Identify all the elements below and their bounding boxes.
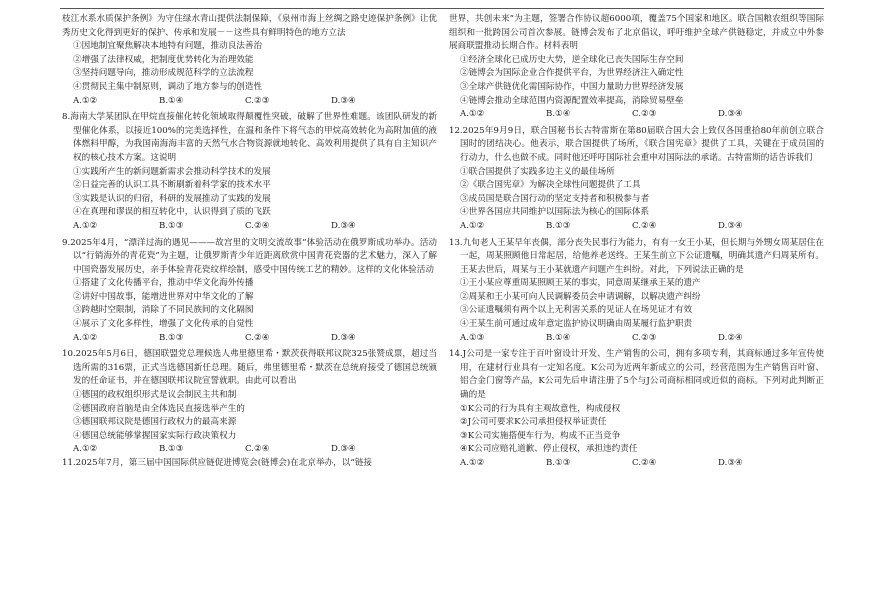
answer-choice: B.①③ bbox=[159, 332, 184, 343]
answer-choice: A.①② bbox=[73, 332, 98, 343]
answer-choices bbox=[449, 457, 824, 471]
question-option: ④世界各国应共同维护以国际法为核心的国际体系 bbox=[460, 207, 650, 218]
question-option: ③实践是认识的归宿，科研的发展推动了实践的发展 bbox=[73, 193, 271, 204]
answer-choice: A.①② bbox=[460, 109, 485, 120]
question-option: ①搭建了文化传播平台，推动中华文化海外传播 bbox=[73, 278, 254, 289]
question-option: ①联合国提供了实践多边主义的最佳场所 bbox=[460, 166, 615, 177]
question-option: ③跨越时空限制，消除了不同民族间的文化隔阂 bbox=[73, 305, 254, 316]
header-rule bbox=[60, 8, 824, 9]
answer-choices bbox=[62, 443, 437, 457]
answer-choices bbox=[449, 220, 824, 234]
question-option: ②讲好中国故事，能增进世界对中华文化的了解 bbox=[73, 291, 254, 302]
question-stem: 12.2025年9月9日，联合国秘书长古特雷斯在第80届联合国大会上致仅各国重拾80年前创立联合国时的团结决心。他表示，联合国提供了场所，《联合国宪章》提供了工具，关键在于成员国的行动力，什么也做不成。同时他还呼吁国际社会重申对国际法的承诺。古特雷斯的话告诉我们 bbox=[449, 125, 824, 163]
question-option: ②《联合国宪章》为解决全球性问题提供了工具 bbox=[460, 180, 641, 191]
answer-choice: C.②③ bbox=[245, 95, 270, 106]
question-stem: 8.海南大学某团队在甲烷直接催化转化领域取得颠覆性突破，破解了世界性难题。该团队研发的新型催化体系，以接近100%的完美选择性，在温和条件下将气态的甲烷高效转化为高附加值的液体燃料甲醇，为我国南海海丰富的天然气水合物资源就地转化、高效利用提供了具有自主知识产权的核心技术方案。这说明 bbox=[62, 112, 437, 163]
question-option: ④K公司应赔礼道歉、停止侵权，承担违约责任 bbox=[460, 444, 638, 455]
question-option: ③成员国是联合国行动的坚定支持者和积极参与者 bbox=[460, 193, 650, 204]
answer-choice: D.③④ bbox=[331, 95, 356, 106]
answer-choice: C.②④ bbox=[245, 332, 270, 343]
question-stem: 13.九旬老人王某早年丧偶，部分丧失民事行为能力，有有一女王小某，但长期与外甥女周某居住在一起，周某照顾他日常起居，给他养老送终。王某生前立下公证遗嘱，明确其遗产归周某所有。王某去世后，周某与王小某就遗产问题产生纠纷。对此，下列说法正确的是 bbox=[449, 237, 824, 275]
answer-choice: D.③④ bbox=[331, 332, 356, 343]
answer-choices bbox=[449, 332, 824, 346]
question-option: ②周某和王小某可向人民调解委员会申请调解，以解决遗产纠纷 bbox=[460, 291, 701, 302]
question-option: ④德国总统能够掌握国家实际行政决策权力 bbox=[73, 430, 237, 441]
answer-choice: B.①③ bbox=[546, 220, 571, 231]
answer-choice: A.①② bbox=[73, 444, 98, 455]
question-option: ①K公司的行为具有主观故意性，构成侵权 bbox=[460, 403, 621, 414]
question-option: ②日益完善的认识工具不断刷新着科学家的技术水平 bbox=[73, 180, 271, 191]
answer-choice: C.②④ bbox=[245, 444, 270, 455]
question-option: ④在真理和谬误的相互转化中，认识得到了质的飞跃 bbox=[73, 207, 271, 218]
question-stem: 9.2025年4月，“漂洋过海的遇见———故宫里的文明交流故事”体验活动在俄罗斯成功举办。活动以“行销海外的青花瓷”为主题，让俄罗斯青少年近距离欣赏中国青花瓷器的艺术魅力，深入了解中国瓷器发展历史，亲手体验青花瓷纹样绘制，感受中国传统工艺的精妙。这样的文化体验活动 bbox=[62, 237, 437, 275]
paragraph: 枝江水系水质保护条例》为守住绿水青山提供法制保障，《泉州市海上丝绸之路史迹保护条例》让优秀历史文化得到更好的保护、传承和发展－－这些具有鲜明特色的地方立法 bbox=[62, 14, 437, 38]
answer-choice: A.①② bbox=[73, 220, 98, 231]
answer-choice: C.②④ bbox=[632, 220, 657, 231]
answer-choice: B.①③ bbox=[159, 444, 184, 455]
answer-choices bbox=[62, 95, 437, 109]
answer-choice: B.①③ bbox=[159, 220, 184, 231]
answer-choice: B.①④ bbox=[546, 109, 571, 120]
answer-choice: C.②④ bbox=[632, 458, 657, 468]
question-option: ③坚持问题导向，推动形成规范科学的立法流程 bbox=[73, 68, 254, 79]
question-stem: 14.J公司是一家专注于百叶窗设计开发、生产销售的公司，拥有多项专利，其商标通过多年宣传使用，在建材行业具有一定知名度。K公司为近两年新成立的公司，经营范围为生产销售百叶窗、铝合金门窗等产品，K公司先后申请注册了5个与J公司商标相同或近似的商标。下列对此判断正确的是 bbox=[449, 349, 824, 401]
question-option: ①因地制宜聚焦解决本地特有问题，推动良法善治 bbox=[73, 41, 263, 52]
question-option: ③德国联邦议院是德国行政权力的最高来源 bbox=[73, 417, 237, 428]
question-option: ①德国的政权组织形式是议会制民主共和制 bbox=[73, 390, 237, 401]
answer-choice: D.②④ bbox=[718, 332, 743, 343]
answer-choices bbox=[62, 220, 437, 234]
answer-choice: B.①④ bbox=[546, 332, 571, 343]
question-stem: 11.2025年7月，第三届中国国际供应链促进博览会(链博会)在北京举办，以“链接 bbox=[62, 458, 372, 468]
question-option: ②德国政府首脑是由全体选民直接选举产生的 bbox=[73, 403, 245, 414]
question-option: ①王小某应尊重周某照顾王某的事实，同意周某继承王某的遗产 bbox=[460, 278, 701, 289]
answer-choice: D.③④ bbox=[718, 458, 743, 468]
question-option: ②链博会为国际企业合作提供平台，为世界经济注入确定性 bbox=[460, 68, 684, 79]
question-option: ④贯彻民主集中制原则，调动了地方参与的创造性 bbox=[73, 81, 263, 92]
question-option: ④展示了文化多样性，增强了文化传承的自觉性 bbox=[73, 319, 254, 330]
left-column bbox=[62, 13, 437, 471]
paragraph: 世界，共创未来”为主题，签署合作协议超6000项，覆盖75个国家和地区。联合国粮农组织等国际组织和一批跨国公司首次参展。链博会发布了北京倡议，呼吁维护全球产供链稳定，并成立中外参展商联盟推动长期合作。材料表明 bbox=[449, 14, 824, 52]
answer-choice: D.③④ bbox=[718, 220, 743, 231]
question-option: ④王某生前可通过成年意定监护协议明确由周某履行监护职责 bbox=[460, 319, 693, 330]
answer-choice: C.②③ bbox=[632, 332, 657, 343]
question-option: ③K公司实施搭便车行为，构成不正当竞争 bbox=[460, 430, 621, 441]
question-option: ②增强了法律权威，把制度优势转化为治理效能 bbox=[73, 54, 254, 65]
question-option: ①经济全球化已成历史大势，逆全球化已丧失国际生存空间 bbox=[460, 54, 684, 65]
answer-choice: B.①④ bbox=[159, 95, 184, 106]
answer-choice: D.③④ bbox=[331, 220, 356, 231]
answer-choice: C.②④ bbox=[245, 220, 270, 231]
right-column bbox=[449, 13, 824, 471]
question-option: ①实践所产生的新问题新需求会推动科学技术的发展 bbox=[73, 166, 271, 177]
question-option: ④链博会推动全球范围内资源配置效率提高，消除贸易壁垒 bbox=[460, 95, 684, 106]
answer-choice: A.①② bbox=[460, 458, 485, 468]
question-option: ②J公司可要求K公司承担侵权举证责任 bbox=[460, 417, 607, 428]
question-stem: 10.2025年5月6日，德国联盟党总理候选人弗里德里希・默茨获得联邦议院325张赞成票，超过当选所需的316票，正式当选德国新任总理。随后，弗里德里希・默茨在总统府接受了德国总统颁发的任命证书，并在德国联邦议院宣誓就职。由此可以看出 bbox=[62, 349, 437, 387]
answer-choice: D.③④ bbox=[331, 444, 356, 455]
answer-choice: B.①③ bbox=[546, 458, 571, 468]
answer-choice: A.①③ bbox=[460, 332, 485, 343]
answer-choices bbox=[62, 332, 437, 346]
answer-choice: A.①② bbox=[460, 220, 485, 231]
question-option: ③全球产供链优化需国际协作，中国力量助力世界经济发展 bbox=[460, 81, 684, 92]
answer-choices bbox=[449, 108, 824, 122]
question-option: ③公证遗嘱须有两个以上无利害关系的见证人在场见证才有效 bbox=[460, 305, 693, 316]
answer-choice: A.①② bbox=[73, 95, 98, 106]
answer-choice: D.③④ bbox=[718, 109, 743, 120]
answer-choice: C.②③ bbox=[632, 109, 657, 120]
